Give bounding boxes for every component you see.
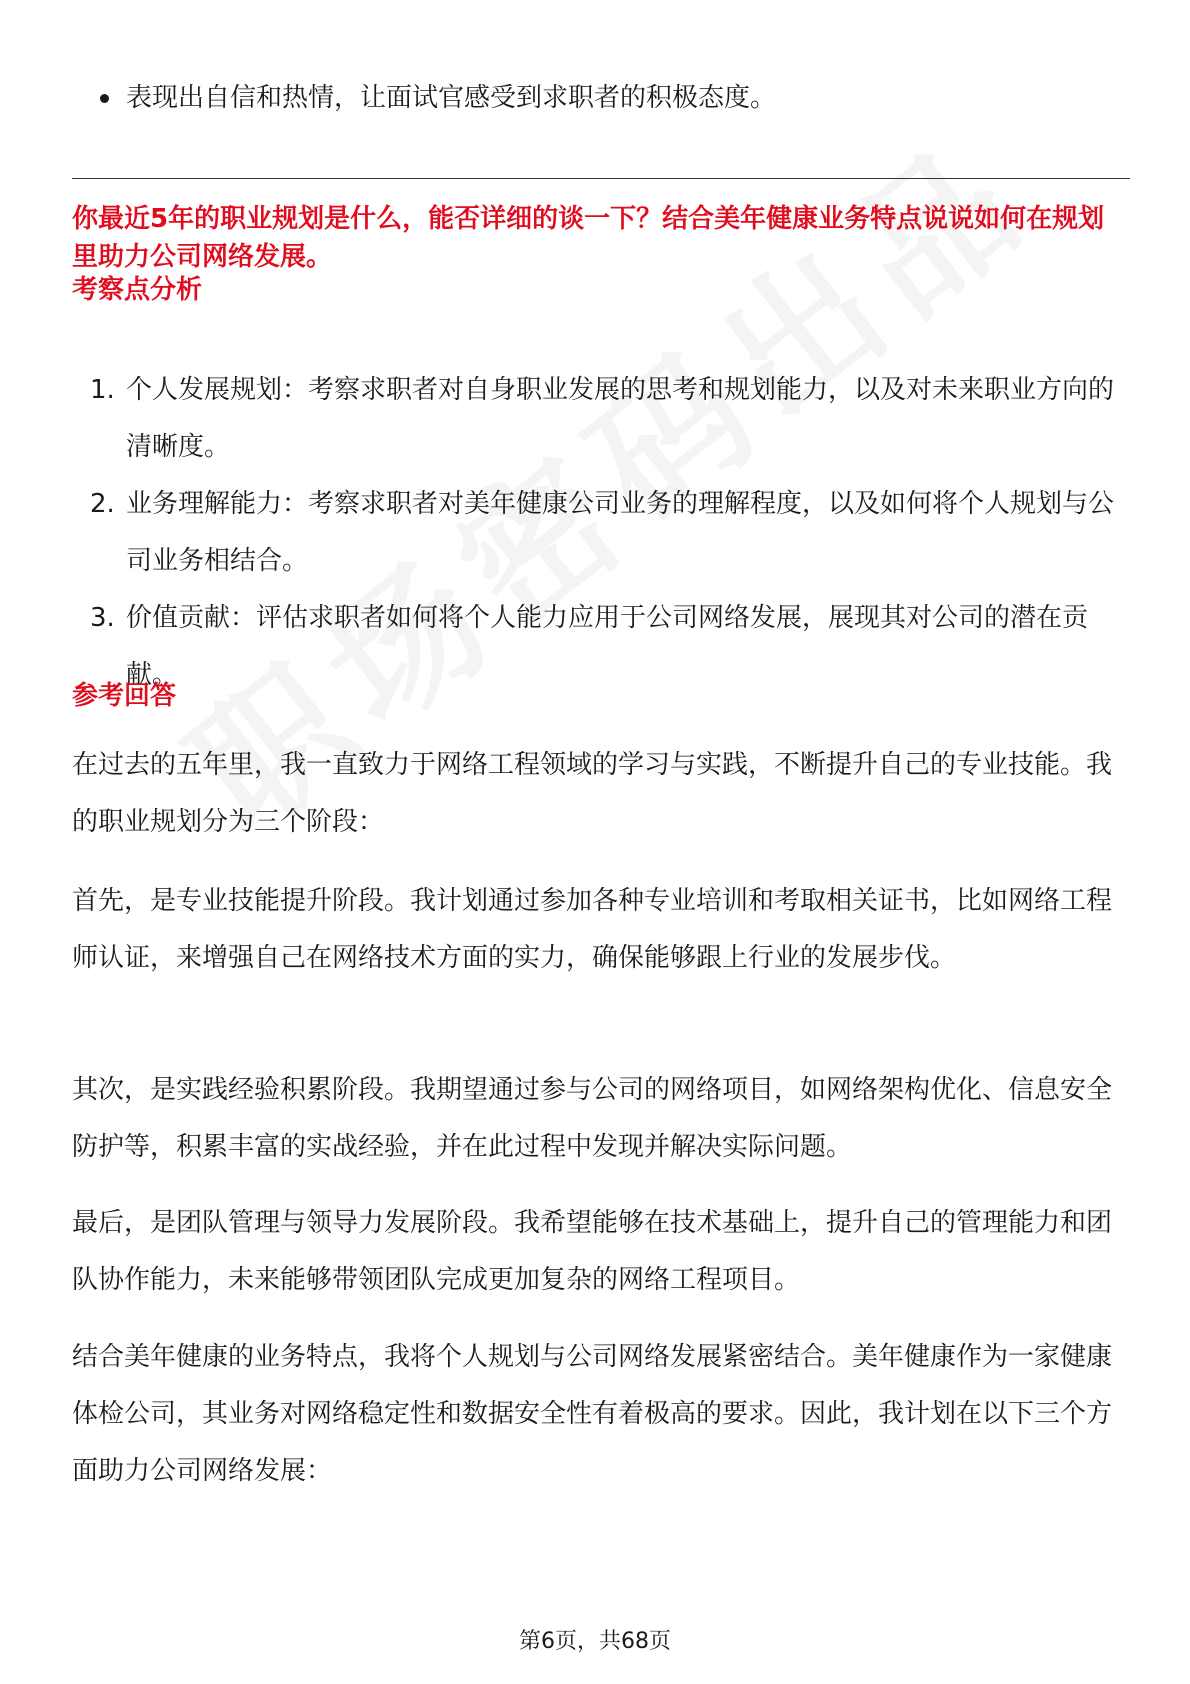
answer-paragraph: 在过去的五年里，我一直致力于网络工程领域的学习与实践，不断提升自己的专业技能。我的职业规划分为三个阶段： [72,750,1113,837]
analysis-heading: 考察点分析 [72,275,203,305]
bullet-dot-icon [100,94,109,103]
answer-paragraph: 其次，是实践经验积累阶段。我期望通过参与公司的网络项目，如网络架构优化、信息安全防护等，积累丰富的实战经验，并在此过程中发现并解决实际问题。 [72,1075,1113,1162]
answer-heading: 参考回答 [72,681,177,711]
analysis-item [72,590,1122,704]
answer-paragraph: 结合美年健康的业务特点，我将个人规划与公司网络发展紧密结合。美年健康作为一家健康体检公司，其业务对网络稳定性和数据安全性有着极高的要求。因此，我计划在以下三个方面助力公司网络发展： [72,1342,1113,1486]
bullet-item [96,78,1106,118]
page-number: 第6页，共68页 [519,1629,671,1654]
analysis-item-number: 1. [90,375,115,405]
analysis-item [72,362,1122,476]
analysis-item-text: 个人发展规划：考察求职者对自身职业发展的思考和规划能力，以及对未来职业方向的清晰度。 [126,375,1115,462]
analysis-list [72,362,1122,704]
answer-paragraph: 最后，是团队管理与领导力发展阶段。我希望能够在技术基础上，提升自己的管理能力和团队协作能力，未来能够带领团队完成更加复杂的网络工程项目。 [72,1208,1113,1295]
answer-paragraph: 首先，是专业技能提升阶段。我计划通过参加各种专业培训和考取相关证书，比如网络工程师认证，来增强自己在网络技术方面的实力，确保能够跟上行业的发展步伐。 [72,886,1113,973]
question-heading: 你最近5年的职业规划是什么，能否详细的谈一下？结合美年健康业务特点说说如何在规划里助力公司网络发展。 [72,204,1105,272]
analysis-item-text: 业务理解能力：考察求职者对美年健康公司业务的理解程度，以及如何将个人规划与公司业务相结合。 [126,489,1115,576]
analysis-item-text: 价值贡献：评估求职者如何将个人能力应用于公司网络发展，展现其对公司的潜在贡献。 [126,603,1089,690]
analysis-item [72,476,1122,590]
bullet-text: 表现出自信和热情，让面试官感受到求职者的积极态度。 [126,83,777,113]
section-divider [72,178,1130,179]
analysis-item-number: 2. [90,489,115,519]
analysis-item-number: 3. [90,603,115,633]
